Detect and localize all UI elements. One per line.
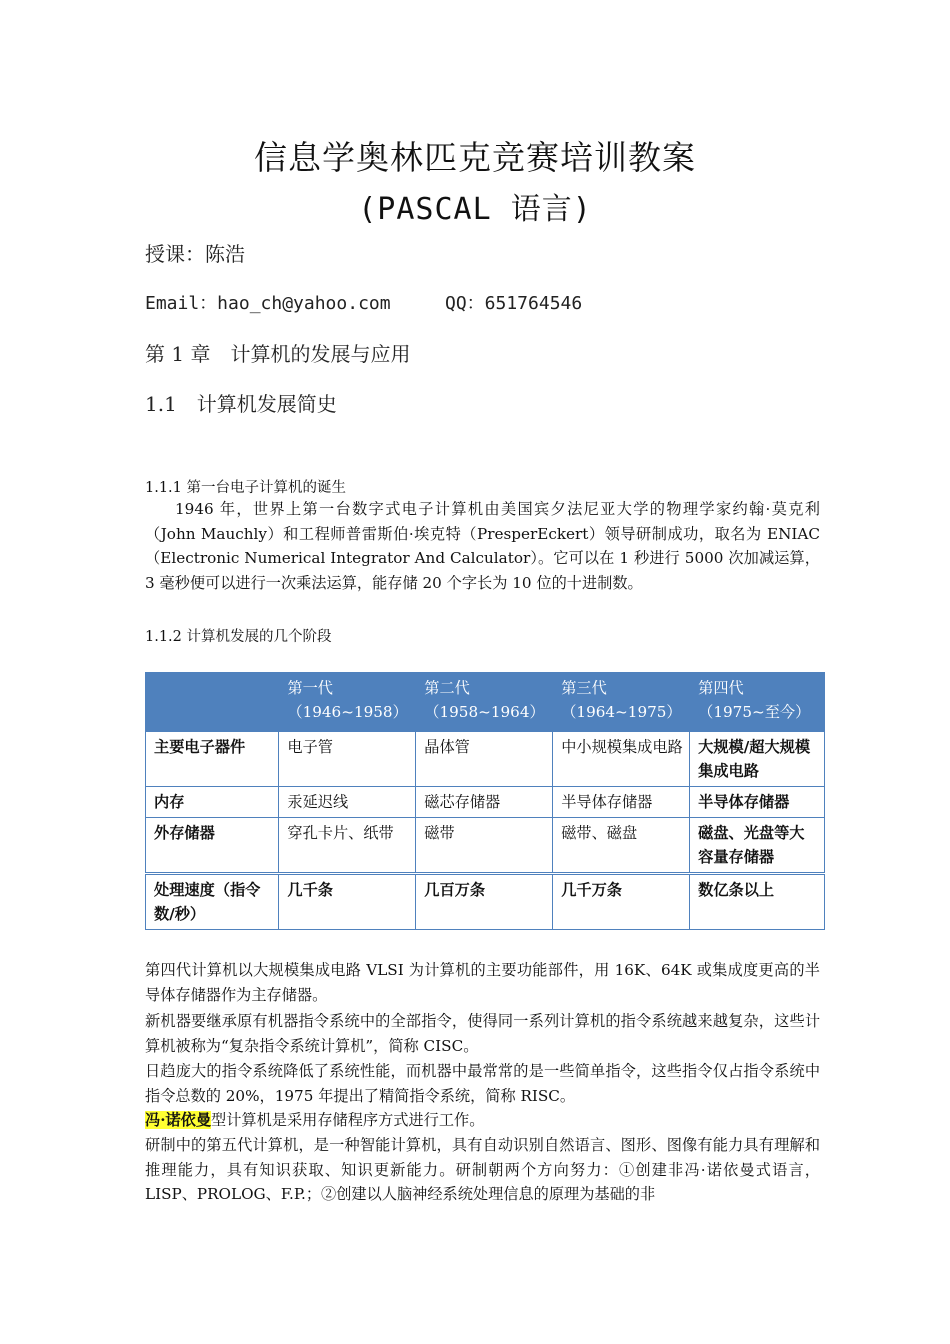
header-gen-1-name: 第一代 <box>287 679 333 697</box>
qq-text: QQ：651764546 <box>445 293 583 314</box>
paragraph-fifth-generation: 研制中的第五代计算机，是一种智能计算机，具有自动识别自然语言、图形、图像有能力具有理解和推理能力，具有知识获取、知识更新能力。研制朝两个方向努力：①创建非冯·诺依曼式语言，LISP、PROLOG、F.P.；②创建以人脑神经系统处理信息的原理为基础的非 <box>145 1136 820 1204</box>
row-label: 外存储器 <box>146 818 279 874</box>
table-cell: 汞延迟线 <box>279 787 416 818</box>
eniac-paragraph: 1946 年，世界上第一台数字式电子计算机由美国宾夕法尼亚大学的物理学家约翰·莫克利（John Mauchly）和工程师普雷斯伯·埃克特（PresperEckert）领导研制成功，取名为 ENIAC（Electronic Numerical Integrator And Calculator）。它可以在 1 秒进行 5000 次加减运算，3 毫秒便可以进行一次乘法运算，能存储 20 个字长为 10 位的十进制数。 <box>145 500 820 592</box>
table-cell: 穿孔卡片、纸带 <box>279 818 416 874</box>
table-cell: 晶体管 <box>416 732 553 787</box>
header-gen-3-years: （1964~1975） <box>561 703 682 721</box>
paragraph-von-neumann-text: 型计算机是采用存储程序方式进行工作。 <box>211 1111 485 1129</box>
table-cell: 磁带、磁盘 <box>553 818 690 874</box>
header-gen-2-years: （1958~1964） <box>424 703 545 721</box>
highlighted-term: 冯·诺依曼 <box>145 1111 212 1129</box>
table-cell: 几千万条 <box>553 874 690 930</box>
table-cell: 电子管 <box>279 732 416 787</box>
header-gen-1-years: （1946~1958） <box>287 703 408 721</box>
row-label: 内存 <box>146 787 279 818</box>
subsection-heading-1-1-1: 1.1.1 第一台电子计算机的诞生 <box>145 480 347 496</box>
table-cell: 几千条 <box>279 874 416 930</box>
table-corner-cell <box>146 673 279 732</box>
paragraph-vlsi: 第四代计算机以大规模集成电路 VLSI 为计算机的主要功能部件，用 16K、64K 或集成度更高的半导体存储器作为主存储器。 <box>145 961 820 1004</box>
table-cell: 几百万条 <box>416 874 553 930</box>
table-cell: 半导体存储器 <box>553 787 690 818</box>
row-label: 主要电子器件 <box>146 732 279 787</box>
table-cell: 数亿条以上 <box>690 874 825 930</box>
table-row <box>146 818 825 874</box>
section-heading: 1.1 计算机发展简史 <box>145 392 337 416</box>
lecturer-line: 授课：陈浩 <box>145 242 245 266</box>
header-gen-1 <box>279 673 416 732</box>
row-label: 处理速度（指令数/秒） <box>146 874 279 930</box>
paragraph-cisc: 新机器要继承原有机器指令系统中的全部指令，使得同一系列计算机的指令系统越来越复杂，这些计算机被称为“复杂指令系统计算机”，简称 CISC。 <box>145 1012 820 1055</box>
computer-generations-table <box>145 672 825 930</box>
document-title: 信息学奥林匹克竞赛培训教案 <box>254 138 696 177</box>
chapter-heading: 第 1 章 计算机的发展与应用 <box>145 342 411 366</box>
subsection-heading-1-1-2: 1.1.2 计算机发展的几个阶段 <box>145 629 332 645</box>
table-cell: 磁带 <box>416 818 553 874</box>
header-gen-4-name: 第四代 <box>698 679 744 697</box>
table-header-row <box>146 673 825 732</box>
table-row <box>146 874 825 930</box>
paragraph-von-neumann <box>145 1108 820 1133</box>
table-cell: 磁芯存储器 <box>416 787 553 818</box>
header-gen-3-name: 第三代 <box>561 679 607 697</box>
table-row <box>146 787 825 818</box>
table-row <box>146 732 825 787</box>
table-cell: 中小规模集成电路 <box>553 732 690 787</box>
header-gen-3 <box>553 673 690 732</box>
document-subtitle: (PASCAL 语言) <box>358 192 592 227</box>
header-gen-4 <box>690 673 825 732</box>
table-cell: 大规模/超大规模集成电路 <box>690 732 825 787</box>
email-text: Email：hao_ch@yahoo.com <box>145 293 391 314</box>
header-gen-4-years: （1975~至今） <box>698 703 811 721</box>
paragraph-risc: 日趋庞大的指令系统降低了系统性能，而机器中最常常的是一些简单指令，这些指令仅占指令系统中指令总数的 20%，1975 年提出了精简指令系统，简称 RISC。 <box>145 1062 820 1105</box>
header-gen-2-name: 第二代 <box>424 679 470 697</box>
table-cell: 半导体存储器 <box>690 787 825 818</box>
header-gen-2 <box>416 673 553 732</box>
table-cell: 磁盘、光盘等大容量存储器 <box>690 818 825 874</box>
